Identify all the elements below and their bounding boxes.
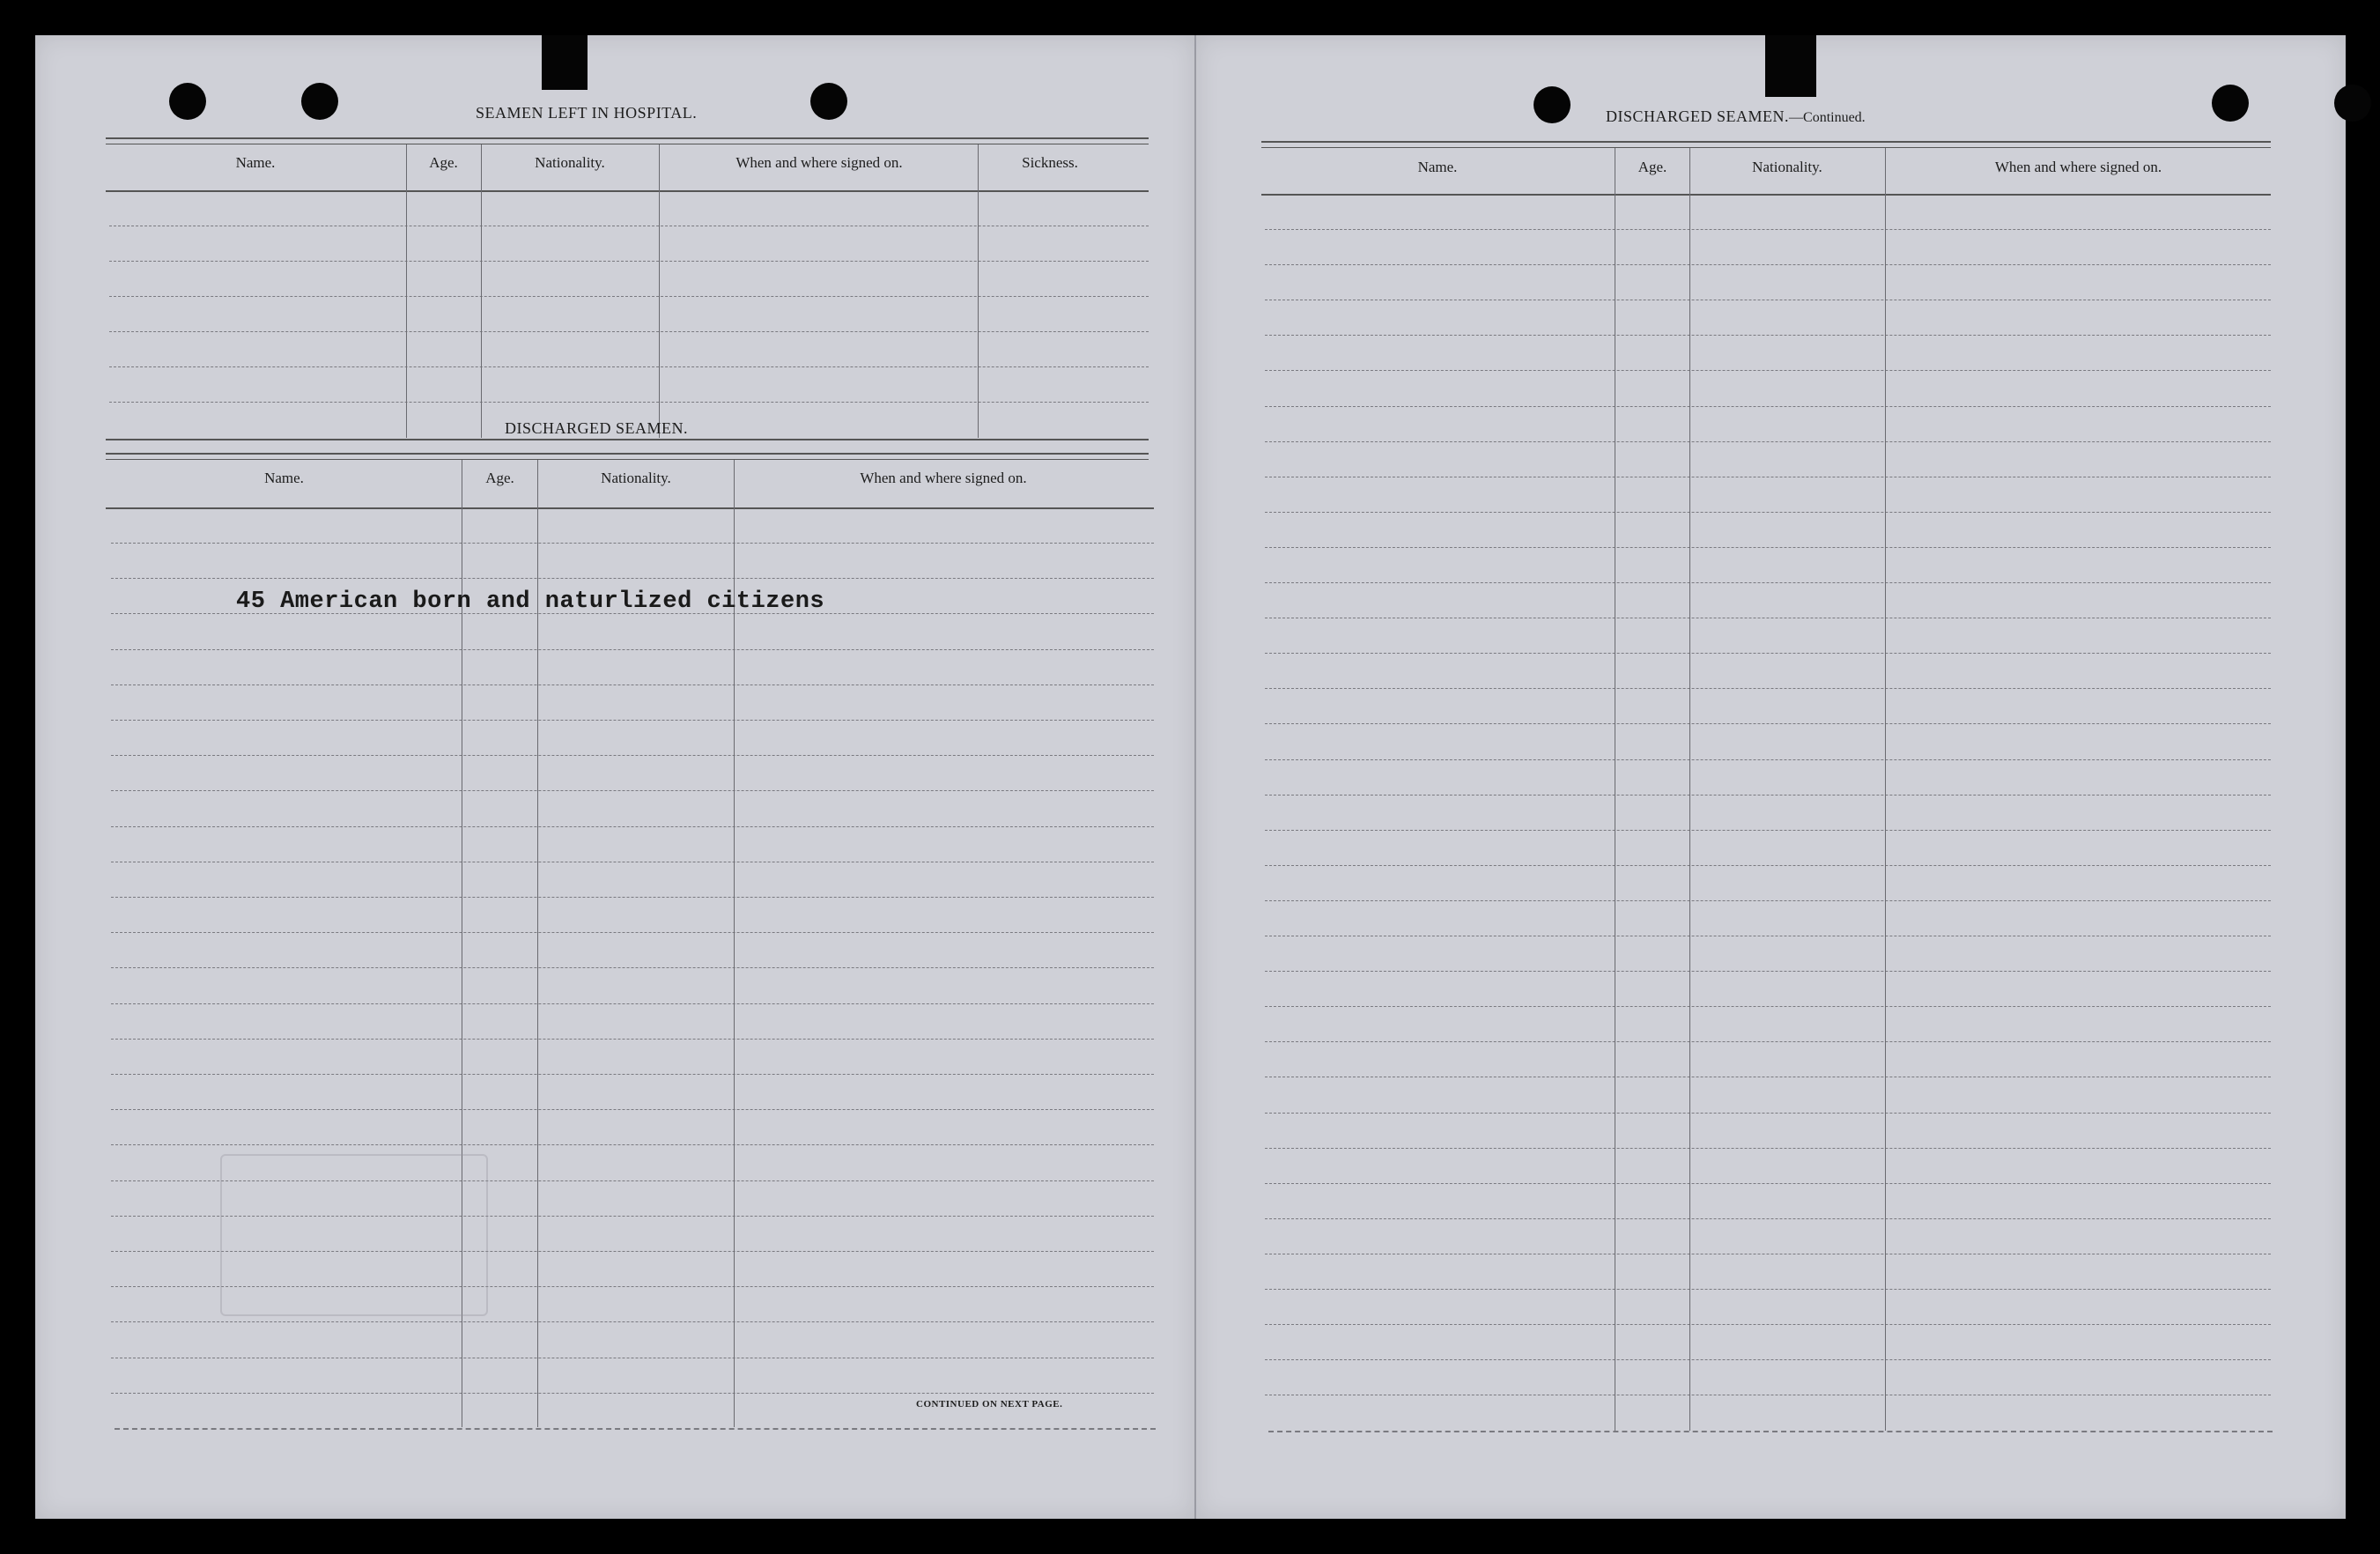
discharged-continued-title <box>1606 107 1866 126</box>
punch-hole <box>2212 85 2249 122</box>
hospital-col-name-header: Name. <box>235 154 276 171</box>
hospital-col-divider <box>481 144 482 438</box>
ruled-line <box>1265 582 2271 583</box>
discharged-table-top-rule <box>106 453 1149 460</box>
punch-hole <box>2334 85 2371 122</box>
hospital-col-nationality-header: Nationality. <box>535 154 605 171</box>
binding-clip <box>542 35 588 90</box>
ruled-line <box>111 1039 1154 1040</box>
ruled-line <box>109 296 1149 297</box>
ruled-line <box>1265 1113 2271 1114</box>
discharged-continued-title-main: DISCHARGED SEAMEN. <box>1606 107 1790 125</box>
hospital-header-rule <box>106 190 1149 192</box>
ruled-line <box>1265 1289 2271 1290</box>
continued-table-bottom-rule <box>1268 1431 2273 1432</box>
ruled-line <box>1265 795 2271 796</box>
binding-clip <box>1765 35 1816 97</box>
ruled-line <box>111 543 1154 544</box>
hospital-col-sickness-header: Sickness. <box>1022 154 1078 171</box>
ruled-line <box>111 649 1154 650</box>
ruled-line <box>109 366 1149 367</box>
ruled-line <box>111 1321 1154 1322</box>
ruled-line <box>1265 1359 2271 1360</box>
hospital-col-divider <box>978 144 979 438</box>
ruled-line <box>111 755 1154 756</box>
ruled-line <box>1265 759 2271 760</box>
ruled-line <box>1265 264 2271 265</box>
ruled-line <box>111 826 1154 827</box>
right-page <box>1194 35 2346 1519</box>
ruled-line <box>1265 865 2271 866</box>
left-page <box>35 35 1194 1519</box>
ruled-line <box>111 1109 1154 1110</box>
continued-note: CONTINUED ON NEXT PAGE. <box>916 1399 1063 1410</box>
hospital-table-top-rule <box>106 137 1149 144</box>
discharged-col-nationality-header: Nationality. <box>601 470 671 486</box>
ruled-line <box>1265 1183 2271 1184</box>
hospital-col-signed-header: When and where signed on. <box>735 154 903 171</box>
ruled-line <box>109 331 1149 332</box>
discharged-section-title: DISCHARGED SEAMEN. <box>505 419 689 437</box>
hospital-col-divider <box>406 144 407 438</box>
ruled-line <box>1265 547 2271 548</box>
ruled-line <box>1265 1218 2271 1219</box>
punch-hole <box>169 83 206 120</box>
ruled-line <box>111 1144 1154 1145</box>
ruled-line <box>1265 971 2271 972</box>
ruled-line <box>111 578 1154 579</box>
ruled-line <box>1265 335 2271 336</box>
discharged-continued-title-suffix: —Continued. <box>1789 110 1866 125</box>
ruled-line <box>111 897 1154 898</box>
ruled-line <box>109 402 1149 403</box>
ruled-line <box>109 261 1149 262</box>
hospital-table-bottom-rule <box>106 439 1149 440</box>
ruled-line <box>1265 370 2271 371</box>
ruled-line <box>111 1074 1154 1075</box>
faded-stamp <box>220 1154 488 1316</box>
continued-col-divider <box>1885 148 1886 1431</box>
continued-col-name-header: Name. <box>1417 159 1458 175</box>
discharged-entry: 45 American born and naturlized citizens <box>236 588 825 615</box>
ruled-line <box>1265 900 2271 901</box>
punch-hole <box>301 83 338 120</box>
ruled-line <box>1265 406 2271 407</box>
ruled-line <box>111 790 1154 791</box>
ruled-line <box>111 720 1154 721</box>
continued-col-divider <box>1689 148 1690 1431</box>
continued-col-signed-header: When and where signed on. <box>1994 159 2162 175</box>
ruled-line <box>111 1393 1154 1394</box>
ruled-line <box>111 1003 1154 1004</box>
continued-col-nationality-header: Nationality. <box>1752 159 1822 175</box>
punch-hole <box>1534 86 1571 123</box>
discharged-col-name-header: Name. <box>264 470 304 486</box>
ruled-line <box>1265 1148 2271 1149</box>
continued-header-rule <box>1261 194 2271 196</box>
ruled-line <box>111 684 1154 685</box>
ruled-line <box>1265 688 2271 689</box>
punch-hole <box>810 83 847 120</box>
ruled-line <box>1265 441 2271 442</box>
ruled-line <box>1265 653 2271 654</box>
ruled-line <box>1265 1324 2271 1325</box>
hospital-section-title: SEAMEN LEFT IN HOSPITAL. <box>476 104 698 122</box>
continued-col-age-header: Age. <box>1637 159 1667 175</box>
ruled-line <box>111 967 1154 968</box>
ruled-line <box>1265 1041 2271 1042</box>
hospital-col-divider <box>659 144 660 438</box>
continued-table-top-rule <box>1261 141 2271 148</box>
ruled-line <box>1265 512 2271 513</box>
discharged-col-age-header: Age. <box>485 470 514 486</box>
discharged-col-signed-header: When and where signed on. <box>860 470 1027 486</box>
ruled-line <box>1265 229 2271 230</box>
hospital-col-age-header: Age. <box>429 154 458 171</box>
ruled-line <box>1265 830 2271 831</box>
ruled-line <box>111 932 1154 933</box>
discharged-table-bottom-rule <box>115 1428 1156 1430</box>
discharged-header-rule <box>106 507 1154 509</box>
ruled-line <box>1265 723 2271 724</box>
ruled-line <box>1265 1006 2271 1007</box>
